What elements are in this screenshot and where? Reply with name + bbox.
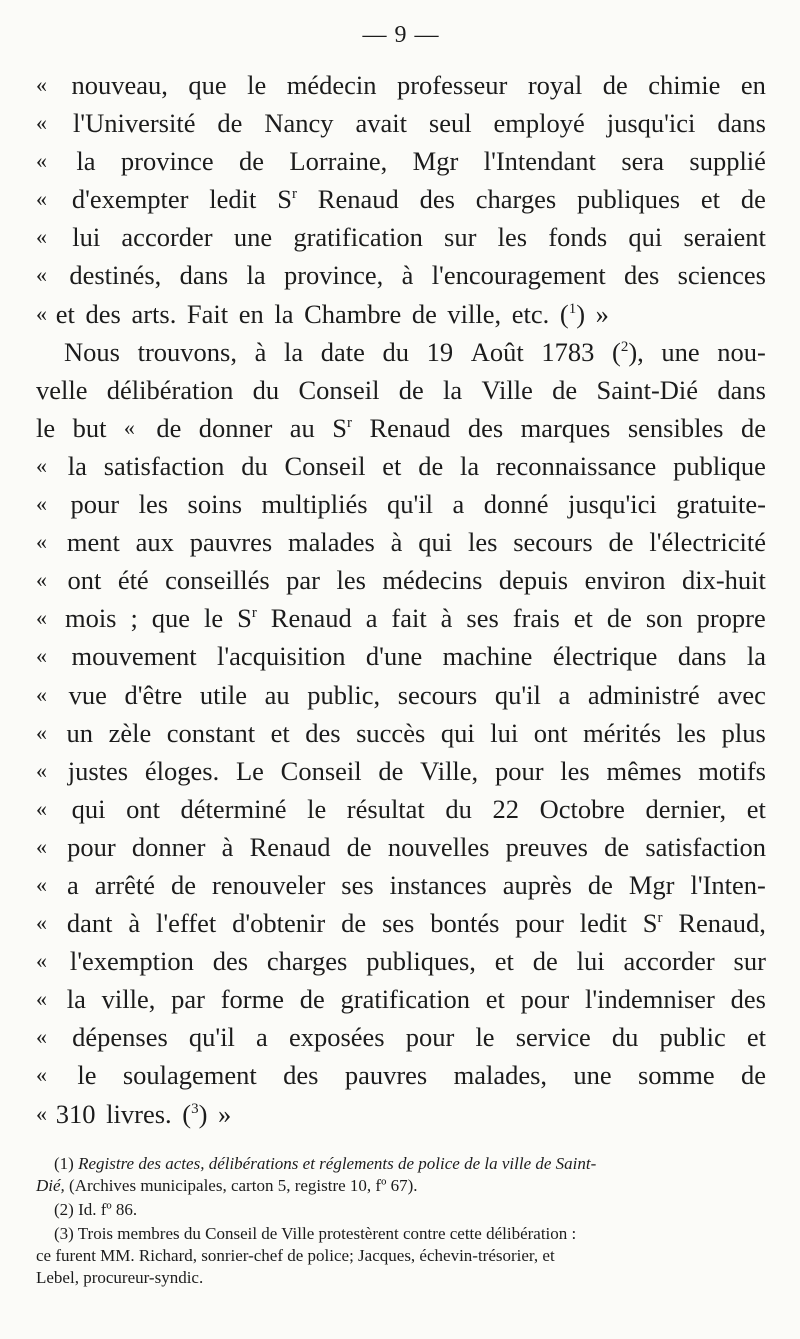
- footnote-1-title: Registre des actes, délibérations et réglements de police de la ville de Saint-: [78, 1153, 597, 1173]
- text-line: « qui ont déterminé le résultat du 22 Octobre dernier, et: [36, 793, 766, 824]
- text-line: « dépenses qu'il a exposées pour le service du public et: [36, 1022, 766, 1053]
- page-number: — 9 —: [362, 22, 440, 48]
- body-text: [36, 66, 766, 1133]
- text-line: « l'Université de Nancy avait seul employé jusqu'ici dans: [36, 108, 766, 139]
- text-line: « et des arts. Fait en la Chambre de ville, etc. ($^1$) »: [36, 298, 609, 329]
- paragraph-2: [36, 333, 766, 1133]
- footnote-1: [36, 1153, 766, 1197]
- footnote-3-line-2: ce furent MM. Richard, sonrier-chef de police; Jacques, échevin-trésorier, et: [36, 1245, 555, 1265]
- text-line: « la ville, par forme de gratification et pour l'indemniser des: [36, 984, 766, 1015]
- text-line: velle délibération du Conseil de la Ville de Saint-Dié dans: [36, 374, 766, 405]
- text-line: « nouveau, que le médecin professeur royal de chimie en: [36, 70, 766, 100]
- footnote-2-text: (2) Id. fº 86.: [54, 1199, 138, 1219]
- footnote-1-source: (Archives municipales, carton 5, registre 10, fº 67).: [69, 1175, 418, 1195]
- text-line: « d'exempter ledit $S^r$ Renaud des charges publiques et de: [36, 184, 766, 215]
- footnote-1-title-end: Dié,: [36, 1175, 65, 1195]
- text-line: « ont été conseillés par les médecins depuis environ dix-huit: [36, 565, 766, 596]
- text-line: « la province de Lorraine, Mgr l'Intendant sera supplié: [36, 146, 766, 177]
- text-line: « mois ; que le $S^r$ Renaud a fait à ses frais et de son propre: [36, 603, 766, 634]
- footnote-3-line-3: Lebel, procureur-syndic.: [36, 1267, 204, 1287]
- footnote-3-line-1: (3) Trois membres du Conseil de Ville protestèrent contre cette délibération :: [54, 1223, 577, 1243]
- text-line: « dant à l'effet d'obtenir de ses bontés pour ledit $S^r$ Renaud,: [36, 908, 766, 939]
- paragraph-1: [36, 66, 766, 333]
- footnote-1-mark: (1): [54, 1153, 74, 1173]
- text-line: « ment aux pauvres malades à qui les secours de l'électricité: [36, 527, 766, 558]
- text-line: « pour les soins multipliés qu'il a donné jusqu'ici gratuite-: [36, 489, 766, 520]
- text-line: « lui accorder une gratification sur les fonds qui seraient: [36, 222, 766, 253]
- text-line: le but « de donner au $S^r$ Renaud des marques sensibles de: [36, 412, 766, 443]
- text-line: « pour donner à Renaud de nouvelles preuves de satisfaction: [36, 831, 766, 862]
- text-line: « destinés, dans la province, à l'encouragement des sciences: [36, 260, 766, 291]
- footnotes: [36, 1153, 766, 1289]
- text-line: Nous trouvons, à la date du 19 Août 1783 ($^2$), une nou-: [64, 336, 766, 367]
- text-line: « vue d'être utile au public, secours qu'il a administré avec: [36, 679, 766, 710]
- footnote-3: [36, 1223, 766, 1289]
- text-line: « la satisfaction du Conseil et de la reconnaissance publique: [36, 450, 766, 481]
- text-line: « un zèle constant et des succès qui lui ont mérités les plus: [36, 717, 766, 748]
- text-line: « l'exemption des charges publiques, et de lui accorder sur: [36, 946, 766, 977]
- text-line: « 310 livres. ($^3$) »: [36, 1098, 232, 1129]
- footnote-2: [36, 1199, 766, 1221]
- text-line: « le soulagement des pauvres malades, une somme de: [36, 1060, 766, 1091]
- text-line: « mouvement l'acquisition d'une machine électrique dans la: [36, 641, 766, 672]
- text-line: « justes éloges. Le Conseil de Ville, pour les mêmes motifs: [36, 755, 766, 786]
- text-line: « a arrêté de renouveler ses instances auprès de Mgr l'Inten-: [36, 869, 766, 900]
